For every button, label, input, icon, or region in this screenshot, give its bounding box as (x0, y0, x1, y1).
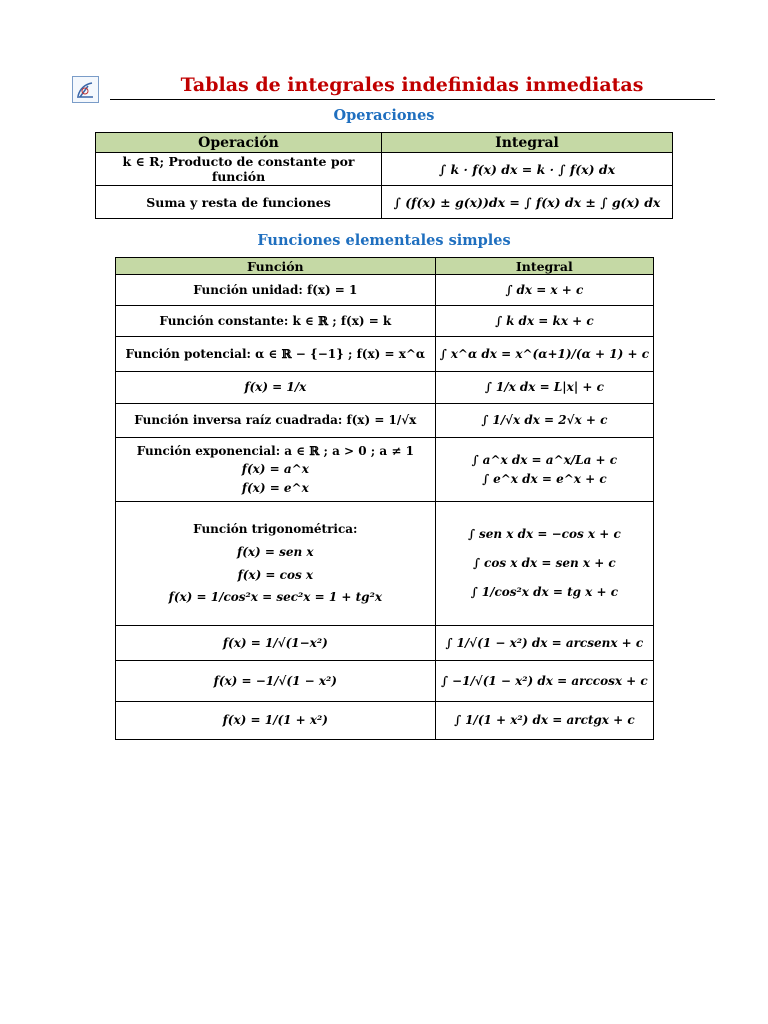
operaciones-table (95, 132, 673, 219)
function-line: f(x) = 1/x (244, 380, 307, 395)
logo (72, 76, 99, 103)
function-cell (116, 372, 436, 404)
table-row (116, 702, 654, 740)
logo-graphic (73, 77, 98, 102)
function-line: f(x) = a^x (241, 462, 309, 477)
function-cell (116, 306, 436, 337)
integral-cell (435, 372, 653, 404)
integral-line: ∫ x^α dx = x^(α+1)/(α + 1) + c (439, 346, 649, 361)
integral-cell (435, 275, 653, 306)
table-row (116, 626, 654, 661)
function-line: f(x) = cos x (237, 567, 314, 582)
column-header-integral: Integral (382, 133, 673, 153)
table-row (116, 275, 654, 306)
integral-cell: ∫ k · f(x) dx = k · ∫ f(x) dx (382, 153, 673, 186)
function-cell (116, 626, 436, 661)
table-row (116, 306, 654, 337)
table-row (116, 438, 654, 502)
function-line: f(x) = e^x (241, 480, 309, 495)
funciones-table (115, 257, 654, 740)
integral-cell (435, 404, 653, 438)
integral-cell (435, 626, 653, 661)
function-line: Función inversa raíz cuadrada: f(x) = 1/√x (134, 413, 417, 428)
integral-cell (435, 502, 653, 626)
function-line: f(x) = 1/√(1−x²) (222, 635, 328, 650)
table-row (116, 502, 654, 626)
integral-line: ∫ 1/√x dx = 2√x + c (481, 413, 608, 428)
function-cell (116, 275, 436, 306)
operation-cell: k ∈ R; Producto de constante por función (96, 153, 382, 186)
table-row (96, 153, 673, 186)
table-row (116, 661, 654, 702)
integral-line: ∫ −1/√(1 − x²) dx = arccosx + c (440, 673, 648, 688)
integral-cell (435, 306, 653, 337)
table-row (96, 186, 673, 219)
function-cell (116, 702, 436, 740)
section-heading-operaciones: Operaciones (333, 107, 435, 124)
function-line: f(x) = 1/cos²x = sec²x = 1 + tg²x (168, 590, 382, 605)
integral-line: ∫ dx = x + c (505, 282, 584, 297)
function-cell (116, 438, 436, 502)
title-underline (110, 99, 715, 100)
table-row (116, 337, 654, 372)
function-line: f(x) = 1/(1 + x²) (222, 713, 328, 728)
integral-line: ∫ cos x dx = sen x + c (472, 556, 616, 571)
integral-line: ∫ 1/cos²x dx = tg x + c (470, 584, 619, 599)
column-header-funcion: Función (116, 258, 436, 275)
table-row (116, 404, 654, 438)
integral-line: ∫ a^x dx = a^x/La + c (471, 452, 618, 467)
function-cell (116, 661, 436, 702)
function-line: Función trigonométrica: (193, 521, 358, 536)
integral-line: ∫ e^x dx = e^x + c (481, 471, 607, 486)
function-line: Función exponencial: a ∈ ℝ ; a > 0 ; a ≠ 1 (136, 443, 414, 458)
function-cell (116, 404, 436, 438)
function-line: f(x) = sen x (237, 544, 314, 559)
function-line: Función constante: k ∈ ℝ ; f(x) = k (159, 313, 392, 328)
integral-cell (435, 337, 653, 372)
integral-cell (435, 702, 653, 740)
integral-line: ∫ 1/(1 + x²) dx = arctgx + c (453, 713, 635, 728)
function-cell (116, 502, 436, 626)
integral-cell (435, 438, 653, 502)
section-heading-funciones: Funciones elementales simples (257, 232, 511, 249)
integral-line: ∫ k dx = kx + c (494, 313, 594, 328)
integral-cell (435, 661, 653, 702)
column-header-operacion: Operación (96, 133, 382, 153)
column-header-integral: Integral (435, 258, 653, 275)
integral-line: ∫ 1/x dx = L|x| + c (484, 380, 604, 395)
function-line: Función potencial: α ∈ ℝ − {−1} ; f(x) = x^α (125, 346, 426, 361)
table-row (116, 372, 654, 404)
integral-line: ∫ sen x dx = −cos x + c (467, 527, 621, 542)
integral-line: ∫ 1/√(1 − x²) dx = arcsenx + c (445, 635, 644, 650)
operation-cell: Suma y resta de funciones (96, 186, 382, 219)
integral-cell: ∫ (f(x) ± g(x))dx = ∫ f(x) dx ± ∫ g(x) dx (382, 186, 673, 219)
function-line: f(x) = −1/√(1 − x²) (213, 673, 337, 688)
page-title: Tablas de integrales indefinidas inmediatas (180, 74, 644, 96)
function-cell (116, 337, 436, 372)
function-line: Función unidad: f(x) = 1 (193, 282, 358, 297)
